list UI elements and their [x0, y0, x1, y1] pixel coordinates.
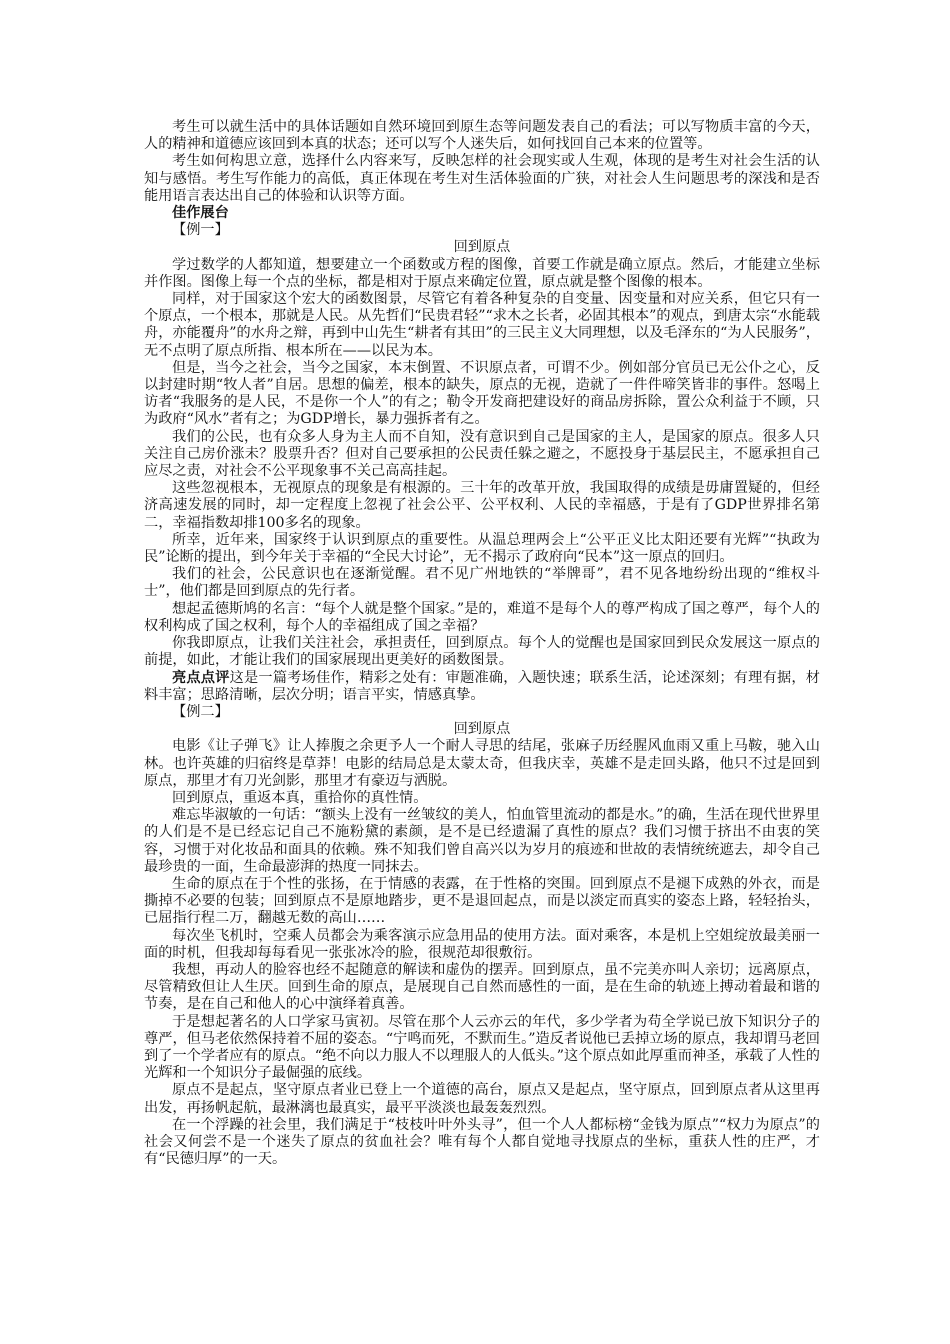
- essay-paragraph: 我们的公民，也有众多人身为主人而不自知，没有意识到自己是国家的主人，是国家的原点。很多人只关注自己房价涨未？股票升否？但对自己要承担的公民责任躲之避之，不愿投身于基层民主，不愿承担自己应尽之责，对社会不公平现象事不关己高高挂起。: [144, 428, 820, 480]
- essay-title: 回到原点: [453, 721, 511, 738]
- essay-paragraph: 但是，当今之社会，当今之国家，本末倒置、不识原点者，可谓不少。例如部分官员已无公仆之心，反以封建时期“牧人者”自居。思想的偏差，根本的缺失，原点的无视，造就了一件件啼笑皆非的事件。怒喝上访者“我服务的是人民，不是你一个人”的有之；勒令开发商把建设好的商品房拆除，置公众利益于不顾，只为政府“风水”者有之；为GDP增长，暴力强拆者有之。: [144, 359, 820, 428]
- essay-paragraph: 生命的原点在于个性的张扬，在于情感的表露，在于性格的突围。回到原点不是褪下成熟的外衣，而是撕掉不必要的包装；回到原点不是原地踏步，更不是退回起点，而是以淡定而真实的姿态上路，轻轻抬头，已屈指行程二万，翻越无数的高山……: [144, 875, 820, 927]
- essay-title: 回到原点: [453, 239, 511, 256]
- essay-paragraph: 在一个浮躁的社会里，我们满足于“枝枝叶叶外头寻”，但一个人人都标榜“金钱为原点”“权力为原点”的社会又何尝不是一个迷失了原点的贫血社会？唯有每个人都自觉地寻找原点的坐标，重获人性的庄严，才有“民德归厚”的一天。: [144, 1116, 820, 1168]
- essay-paragraph: 想起孟德斯鸠的名言：“每个人就是整个国家。”是的，难道不是每个人的尊严构成了国之尊严，每个人的权利构成了国之权利，每个人的幸福组成了国之幸福？: [144, 600, 820, 634]
- essay-paragraph: 你我即原点，让我们关注社会，承担责任，回到原点。每个人的觉醒也是国家回到民众发展这一原点的前提，如此，才能让我们的国家展现出更美好的函数图景。: [144, 635, 820, 669]
- essay-paragraph: 我们的社会，公民意识也在逐渐觉醒。君不见广州地铁的“举牌哥”，君不见各地纷纷出现的“维权斗士”，他们都是回到原点的先行者。: [144, 566, 820, 600]
- example-label: 【例一】: [172, 222, 229, 239]
- document-page: [144, 119, 820, 1168]
- section-heading: 佳作展台: [172, 205, 229, 222]
- essay-paragraph: 难忘毕淑敏的一句话：“额头上没有一丝皱纹的美人，怕血管里流动的都是水。”的确，生活在现代世界里的人们是不是已经忘记自己不施粉黛的素颜，是不是已经遗漏了真性的原点？我们习惯于挤出不由衷的笑容，习惯于对化妆品和面具的依赖。殊不知我们曾自高兴以为岁月的痕迹和世故的表情统统遮去，却令自己最珍贵的一面，生命最澎湃的热度一同抹去。: [144, 807, 820, 875]
- essay-paragraph: 学过数学的人都知道，想要建立一个函数或方程的图像，首要工作就是确立原点。然后，才能建立坐标并作图。图像上每一个点的坐标，都是相对于原点来确定位置，原点就是整个图像的根本。: [144, 256, 820, 290]
- essay-paragraph: 同样，对于国家这个宏大的函数图景，尽管它有着各种复杂的自变量、因变量和对应关系，但它只有一个原点，一个根本，那就是人民。从先哲们“民贵君轻”“求木之长者，必固其根本”的观点，到唐太宗“水能载舟，亦能覆舟”的水舟之辩，再到中山先生“耕者有其田”的三民主义大同理想，以及毛泽东的“为人民服务”，无不点明了原点所指、根本所在——以民为本。: [144, 291, 820, 359]
- comment-text: 这是一篇考场佳作，精彩之处有：审题准确，入题快速；联系生活，论述深刻；有理有据，材料丰富；思路清晰，层次分明；语言平实，情感真挚。: [144, 669, 820, 703]
- essay-paragraph: 原点不是起点，坚守原点者业已登上一个道德的高台，原点又是起点，坚守原点，回到原点者从这里再出发，再扬帆起航，最淋漓也最真实，最平平淡淡也最轰轰烈烈。: [144, 1082, 820, 1116]
- comment-label: 亮点点评: [172, 669, 230, 686]
- essay-paragraph: 这些忽视根本，无视原点的现象是有根源的。三十年的改革开放，我国取得的成绩是毋庸置疑的，但经济高速发展的同时，却一定程度上忽视了社会公平、公平权利、人民的幸福感，于是有了GDP世界排名第二，幸福指数却排100多名的现象。: [144, 480, 820, 531]
- essay-paragraph: 我想，再动人的脸容也经不起随意的解读和虚伪的摆弄。回到原点，虽不完美亦叫人亲切；远离原点，尽管精致但让人生厌。回到生命的原点，是展现自己自然而感性的一面，是在生命的轨迹上搏动着最和谐的节奏，是在自己和他人的心中演绎着真善。: [144, 961, 820, 1013]
- comment-paragraph: [144, 670, 820, 704]
- example-label: 【例二】: [172, 703, 229, 720]
- essay-paragraph: 回到原点，重返本真，重拾你的真性情。: [172, 789, 428, 806]
- intro-paragraph: 考生如何构思立意，选择什么内容来写，反映怎样的社会现实或人生观，体现的是考生对社会生活的认知与感悟。考生写作能力的高低，真正体现在考生对生活体验面的广狭，对社会人生问题思考的深浅和是否能用语言表达出自己的体验和认识等方面。: [144, 153, 820, 204]
- essay-paragraph: 每次坐飞机时，空乘人员都会为乘客演示应急用品的使用方法。面对乘客，本是机上空姐绽放最美丽一面的时机，但我却每每看见一张张冰冷的脸，很规范却很敷衍。: [144, 927, 820, 961]
- intro-paragraph: 考生可以就生活中的具体话题如自然环境回到原生态等问题发表自己的看法；可以写物质丰富的今天，人的精神和道德应该回到本真的状态；还可以写个人迷失后，如何找回自己本来的位置等。: [144, 119, 820, 153]
- essay-paragraph: 电影《让子弹飞》让人捧腹之余更予人一个耐人寻思的结尾，张麻子历经腥风血雨又重上马鞍，驰入山林。也许英雄的归宿终是草莽！电影的结局总是太蒙太奇，但我庆幸，英雄不是走回头路，他只不过是回到原点，那里才有刀光剑影，那里才有豪迈与洒脱。: [144, 738, 820, 789]
- essay-paragraph: 于是想起著名的人口学家马寅初。尽管在那个人云亦云的年代，多少学者为苟全学说已放下知识分子的尊严，但马老依然保持着不屈的姿态。“宁鸣而死，不默而生。”造反者说他已丢掉立场的原点，我却谓马老回到了一个学者应有的原点。“绝不向以力服人不以理服人的人低头。”这个原点如此厚重而神圣，承载了人性的光辉和一个知识分子最倔强的底线。: [144, 1013, 820, 1082]
- essay-paragraph: 所幸，近年来，国家终于认识到原点的重要性。从温总理两会上“公平正义比太阳还要有光辉”“执政为民”论断的提出，到今年关于幸福的“全民大讨论”，无不揭示了政府向“民本”这一原点的回归。: [144, 531, 820, 566]
